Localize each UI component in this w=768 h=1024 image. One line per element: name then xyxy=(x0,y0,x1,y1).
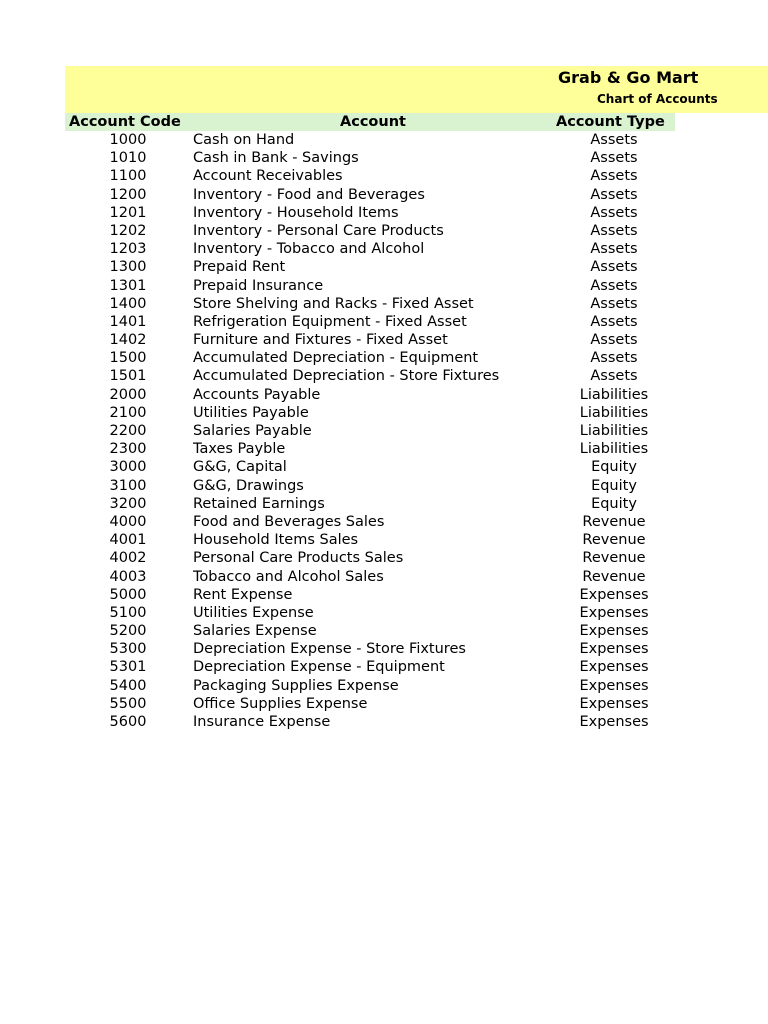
account-name-cell: Inventory - Food and Beverages xyxy=(193,186,425,203)
account-type-cell: Revenue xyxy=(582,568,646,585)
account-type-cell: Liabilities xyxy=(579,423,649,439)
title-area xyxy=(65,66,718,113)
table-row xyxy=(65,658,675,676)
table-row xyxy=(65,386,675,404)
account-name-cell: Depreciation Expense - Equipment xyxy=(193,659,445,676)
table-row xyxy=(65,222,675,240)
account-name-cell: Office Supplies Expense xyxy=(193,695,368,712)
account-name-cell: Taxes Payble xyxy=(193,441,286,458)
account-code-cell: 1203 xyxy=(109,241,147,258)
account-type-cell: Assets xyxy=(590,168,638,185)
account-type-cell: Revenue xyxy=(582,513,646,530)
account-type-cell: Assets xyxy=(590,313,638,330)
account-name-cell: Cash in Bank - Savings xyxy=(193,150,359,167)
account-code-cell: 5200 xyxy=(109,623,147,640)
account-code-cell: 2100 xyxy=(109,404,147,421)
account-type-cell: Assets xyxy=(590,204,638,221)
table-row xyxy=(65,622,675,640)
table-row xyxy=(65,640,675,658)
table-row xyxy=(65,513,675,531)
account-code-cell: 1010 xyxy=(109,150,147,167)
account-name-cell: Food and Beverages Sales xyxy=(193,513,385,530)
account-type-cell: Assets xyxy=(590,241,638,258)
table-row xyxy=(65,367,675,385)
account-code-cell: 1300 xyxy=(109,259,147,276)
account-type-cell: Expenses xyxy=(579,695,649,712)
account-name-cell: Accumulated Depreciation - Equipment xyxy=(193,350,479,367)
table-row xyxy=(65,258,675,276)
account-name-cell: Tobacco and Alcohol Sales xyxy=(193,568,384,585)
account-type-cell: Revenue xyxy=(582,550,646,567)
account-code-cell: 5100 xyxy=(109,604,147,621)
account-code-cell: 5400 xyxy=(109,677,147,694)
table-row xyxy=(65,586,675,604)
table-row xyxy=(65,549,675,567)
account-code-cell: 1100 xyxy=(109,168,147,185)
account-name-cell: Inventory - Tobacco and Alcohol xyxy=(193,241,425,258)
sheet-subtitle: Chart of Accounts xyxy=(597,92,718,106)
table-row xyxy=(65,204,675,222)
table-row xyxy=(65,404,675,422)
table-row xyxy=(65,295,675,313)
account-type-cell: Equity xyxy=(591,495,637,512)
table-row xyxy=(65,495,675,513)
account-code-cell: 1200 xyxy=(109,186,147,203)
table-row xyxy=(65,131,675,149)
account-code-cell: 5000 xyxy=(109,586,147,603)
account-type-cell: Expenses xyxy=(579,623,649,640)
account-code-cell: 1201 xyxy=(109,204,147,221)
account-name-cell: Inventory - Household Items xyxy=(193,204,399,221)
account-name-cell: Prepaid Rent xyxy=(193,259,286,276)
account-name-cell: G&G, Capital xyxy=(193,459,287,476)
account-type-cell: Assets xyxy=(590,150,638,167)
account-type-cell: Expenses xyxy=(579,586,649,603)
account-code-cell: 1402 xyxy=(109,332,147,349)
table-row xyxy=(65,331,675,349)
account-code-cell: 4003 xyxy=(109,568,147,585)
account-type-cell: Assets xyxy=(590,132,638,148)
account-type-cell: Assets xyxy=(590,350,638,367)
table-row xyxy=(65,477,675,495)
company-name: Grab & Go Mart xyxy=(558,68,699,87)
table-row xyxy=(65,167,675,185)
account-name-cell: Personal Care Products Sales xyxy=(193,550,404,567)
account-type-cell: Liabilities xyxy=(579,404,649,421)
account-code-cell: 3200 xyxy=(109,495,147,512)
table-row xyxy=(65,422,675,440)
account-name-cell: G&G, Drawings xyxy=(193,477,304,494)
account-name-cell: Insurance Expense xyxy=(193,714,331,730)
account-type-cell: Assets xyxy=(590,186,638,203)
table-row xyxy=(65,531,675,549)
table-row xyxy=(65,313,675,331)
account-type-cell: Revenue xyxy=(582,532,646,549)
table-row xyxy=(65,713,675,731)
account-code-cell: 1401 xyxy=(109,313,147,330)
table-row xyxy=(65,677,675,695)
account-type-cell: Expenses xyxy=(579,659,649,676)
account-name-cell: Household Items Sales xyxy=(193,532,359,549)
table-row xyxy=(65,458,675,476)
account-code-cell: 2300 xyxy=(109,441,147,458)
account-name-cell: Account Receivables xyxy=(193,168,343,185)
account-code-cell: 1301 xyxy=(109,277,147,294)
account-name-cell: Furniture and Fixtures - Fixed Asset xyxy=(193,332,448,349)
account-name-cell: Rent Expense xyxy=(193,586,293,603)
account-name-cell: Retained Earnings xyxy=(193,495,325,512)
account-code-cell: 3000 xyxy=(109,459,147,476)
account-code-cell: 5500 xyxy=(109,695,147,712)
table-header xyxy=(65,113,675,131)
account-type-cell: Expenses xyxy=(579,641,649,658)
account-type-cell: Assets xyxy=(590,277,638,294)
account-name-cell: Cash on Hand xyxy=(193,132,295,148)
account-code-cell: 5301 xyxy=(109,659,147,676)
account-type-cell: Expenses xyxy=(579,677,649,694)
account-name-cell: Store Shelving and Racks - Fixed Asset xyxy=(193,295,474,312)
account-type-cell: Expenses xyxy=(579,604,649,621)
table-row xyxy=(65,568,675,586)
account-type-cell: Assets xyxy=(590,295,638,312)
account-name-cell: Packaging Supplies Expense xyxy=(193,677,399,694)
table-row xyxy=(65,349,675,367)
account-code-cell: 2000 xyxy=(109,386,147,403)
account-code-cell: 2200 xyxy=(109,423,147,439)
account-code-cell: 4001 xyxy=(109,532,147,549)
account-type-cell: Assets xyxy=(590,368,638,385)
account-name-cell: Depreciation Expense - Store Fixtures xyxy=(193,641,466,658)
account-name-cell: Salaries Payable xyxy=(193,423,312,439)
account-name-cell: Inventory - Personal Care Products xyxy=(193,222,444,239)
account-type-cell: Liabilities xyxy=(579,441,649,458)
account-type-cell: Assets xyxy=(590,332,638,349)
table-row xyxy=(65,277,675,295)
table-row xyxy=(65,695,675,713)
table-row xyxy=(65,440,675,458)
account-code-cell: 5600 xyxy=(109,714,147,730)
account-type-cell: Assets xyxy=(590,222,638,239)
account-code-cell: 4000 xyxy=(109,513,147,530)
account-name-cell: Utilities Expense xyxy=(193,604,314,621)
account-code-cell: 1000 xyxy=(109,132,147,148)
header-account-code: Account Code xyxy=(69,114,181,130)
account-code-cell: 1400 xyxy=(109,295,147,312)
account-code-cell: 1500 xyxy=(109,350,147,367)
table-row xyxy=(65,604,675,622)
account-name-cell: Accumulated Depreciation - Store Fixtures xyxy=(193,368,500,385)
account-name-cell: Salaries Expense xyxy=(193,623,317,640)
account-type-cell: Equity xyxy=(591,459,637,476)
account-code-cell: 3100 xyxy=(109,477,147,494)
account-code-cell: 5300 xyxy=(109,641,147,658)
account-name-cell: Accounts Payable xyxy=(193,386,321,403)
header-account: Account xyxy=(340,114,406,130)
account-name-cell: Prepaid Insurance xyxy=(193,277,324,294)
account-type-cell: Liabilities xyxy=(579,386,649,403)
account-type-cell: Equity xyxy=(591,477,637,494)
account-type-cell: Assets xyxy=(590,259,638,276)
account-code-cell: 1501 xyxy=(109,368,147,385)
header-account-type: Account Type xyxy=(556,114,665,130)
account-name-cell: Refrigeration Equipment - Fixed Asset xyxy=(193,313,467,330)
account-code-cell: 1202 xyxy=(109,222,147,239)
table-row xyxy=(65,149,675,167)
account-code-cell: 4002 xyxy=(109,550,147,567)
account-name-cell: Utilities Payable xyxy=(193,404,309,421)
table-row xyxy=(65,240,675,258)
table-row xyxy=(65,186,675,204)
account-type-cell: Expenses xyxy=(579,714,649,730)
accounts-table xyxy=(65,131,675,731)
